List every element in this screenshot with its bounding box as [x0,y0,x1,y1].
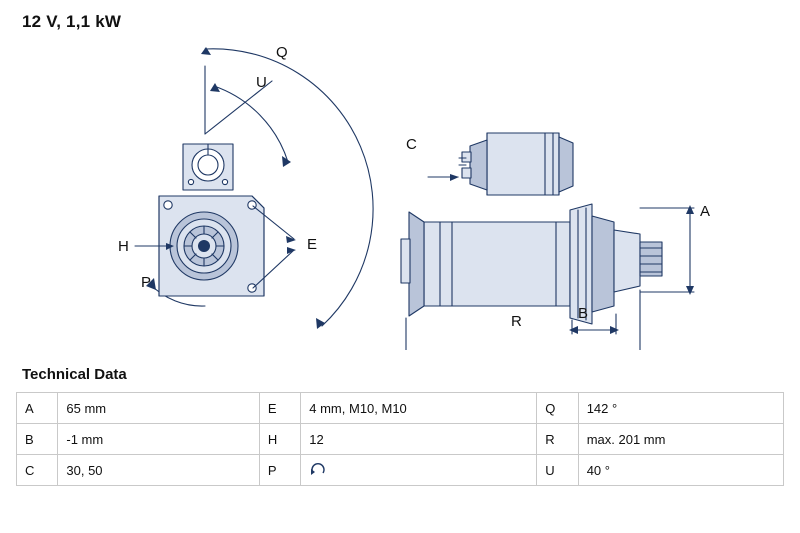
tech-key-u: U [537,455,578,486]
tech-value-u: 40 ° [578,455,783,486]
tech-key-e: E [259,393,300,424]
table-row [17,455,784,486]
tech-key-q: Q [537,393,578,424]
page-title: 12 V, 1,1 kW [22,12,122,31]
tech-value-a: 65 mm [58,393,259,424]
table-row [17,393,784,424]
drawing-label-Q: Q [276,44,288,61]
tech-value-r: max. 201 mm [578,424,783,455]
drawing-label-C: C [406,136,417,153]
drawing-label-E: E [307,236,318,253]
drawing-label-A: A [700,203,711,220]
tech-key-r: R [537,424,578,455]
drawing-label-P: P [141,274,152,291]
drawing-label-H: H [118,238,129,255]
drawing-label-B: B [578,305,589,322]
table-row [17,424,784,455]
tech-value-q: 142 ° [578,393,783,424]
tech-value-c: 30, 50 [58,455,259,486]
tech-value-p [301,455,537,486]
drawing-label-U: U [256,74,267,91]
rotation-direction-icon [309,462,329,478]
tech-key-p: P [259,455,300,486]
drawing-label-R: R [511,313,522,330]
technical-data-heading: Technical Data [22,366,127,383]
tech-key-b: B [17,424,58,455]
tech-key-h: H [259,424,300,455]
tech-key-a: A [17,393,58,424]
tech-key-c: C [17,455,58,486]
tech-value-b: -1 mm [58,424,259,455]
tech-value-h: 12 [301,424,537,455]
starter-motor-technical-drawing [0,34,800,350]
tech-value-e: 4 mm, M10, M10 [301,393,537,424]
technical-data-table [16,392,784,486]
